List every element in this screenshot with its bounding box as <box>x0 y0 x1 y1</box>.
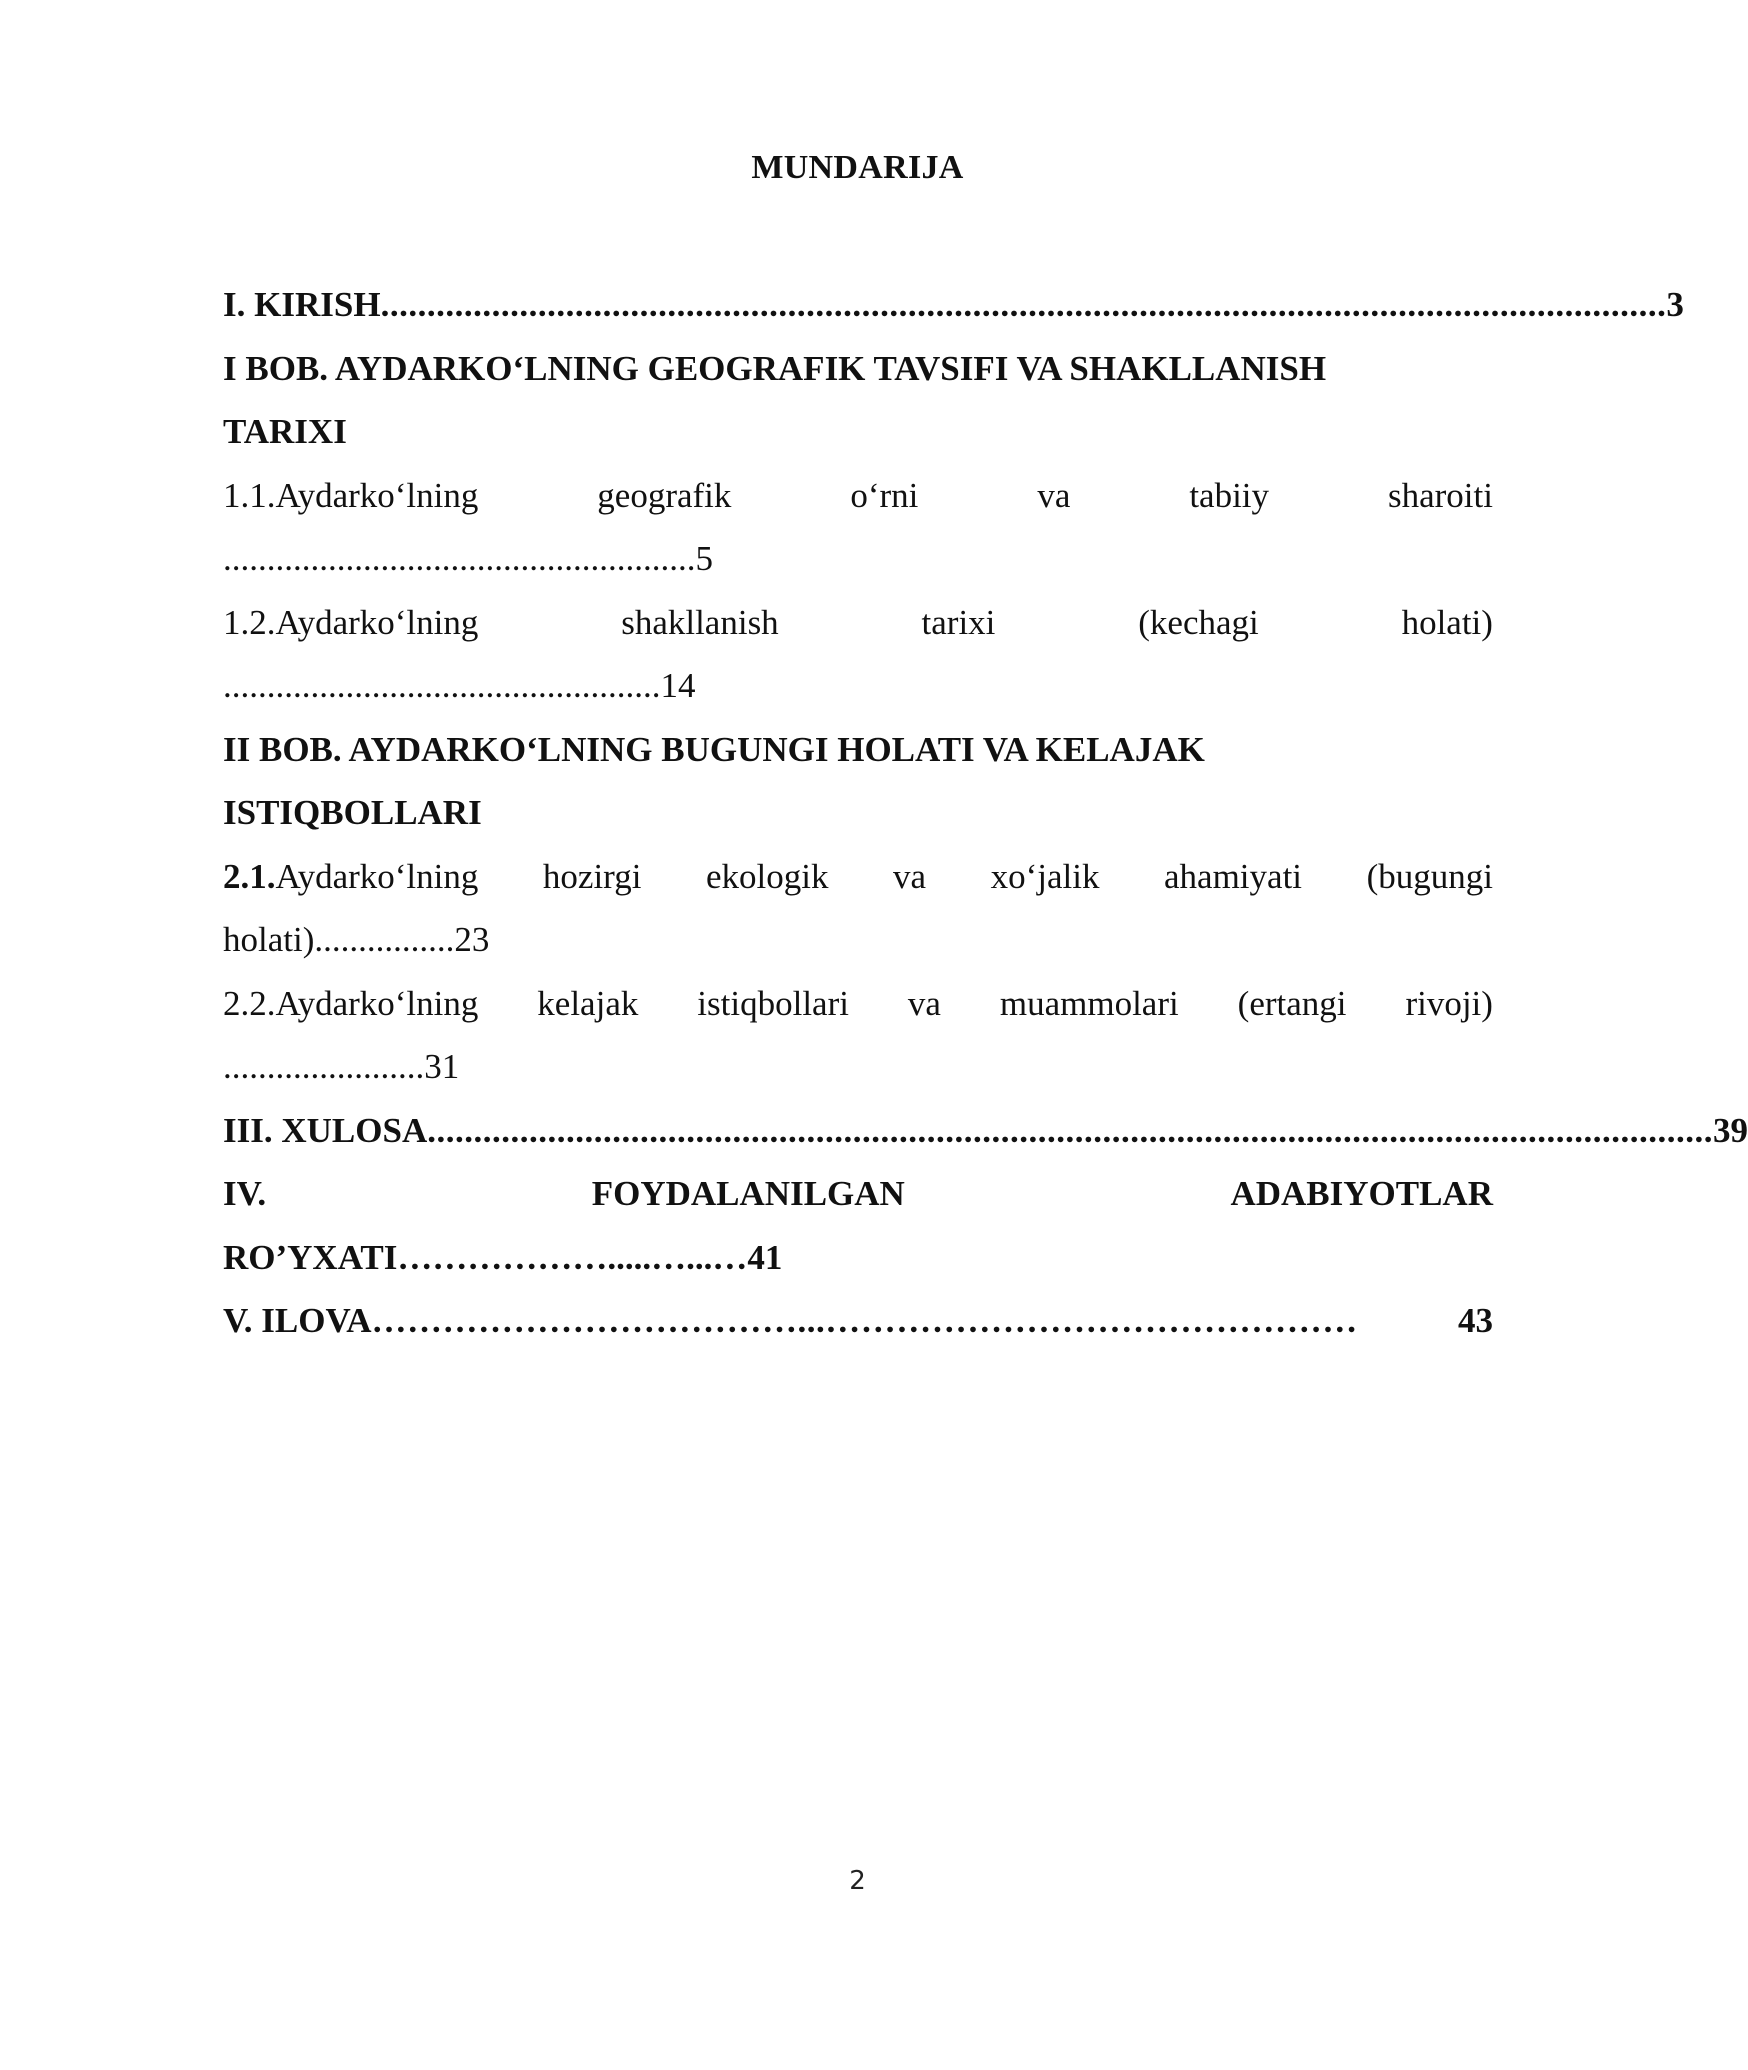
toc-word: FOYDALANILGAN <box>591 1174 905 1213</box>
toc-word: va <box>1037 475 1071 515</box>
toc-word: 2.2.Aydarko‘lning <box>223 983 479 1023</box>
toc-word: ekologik <box>705 856 829 896</box>
toc-word: kelajak <box>537 983 639 1023</box>
toc-entry-ilova[interactable] <box>223 1289 1493 1353</box>
toc-entry-label: III. XULOSA <box>223 1110 428 1150</box>
toc-section-1-1[interactable] <box>223 464 1493 528</box>
toc-word: xo‘jalik <box>990 856 1100 896</box>
toc-word: muammolari <box>999 983 1179 1023</box>
document-title: MUNDARIJA <box>751 149 964 186</box>
toc-section-1-1-page[interactable]: ......................................................5 <box>223 539 713 578</box>
toc-page-number: 3 <box>1666 285 1684 324</box>
toc-chapter-1-line-1[interactable]: I BOB. AYDARKO‘LNING GEOGRAFIK TAVSIFI VA SHAKLLANISH <box>223 348 1327 388</box>
toc-word: va <box>893 856 927 896</box>
toc-entry-kirish[interactable] <box>223 273 1684 337</box>
toc-word: geografik <box>597 475 732 515</box>
toc-section-2-1-page[interactable]: holati)................23 <box>223 920 490 959</box>
toc-entry-xulosa[interactable] <box>223 1099 1748 1163</box>
toc-word: Aydarko‘lning <box>275 856 479 896</box>
toc-section-1-2[interactable] <box>223 591 1493 655</box>
toc-word: ahamiyati <box>1164 856 1303 896</box>
toc-entry-label: I. KIRISH <box>223 285 381 324</box>
toc-word: (kechagi <box>1138 602 1259 642</box>
toc-section-2-2-page[interactable]: .......................31 <box>223 1047 460 1086</box>
toc-word: va <box>907 983 941 1023</box>
toc-word: rivoji) <box>1405 983 1493 1023</box>
toc-word: 1.1.Aydarko‘lning <box>223 475 479 515</box>
page-number: 2 <box>849 1866 866 1896</box>
toc-section-2-1[interactable] <box>223 845 1493 909</box>
toc-word: ADABIYOTLAR <box>1230 1174 1493 1213</box>
toc-leader-dots: ........................................................................................................................................... <box>427 1110 1713 1150</box>
toc-leader-dots: ………………………………...……………………………………… <box>371 1301 1358 1340</box>
toc-page-number: 39 <box>1712 1110 1748 1150</box>
toc-word: (bugungi <box>1366 856 1493 896</box>
toc-word: istiqbollari <box>697 983 849 1023</box>
toc-word: hozirgi <box>542 856 642 896</box>
toc-entry-label: V. ILOVA <box>223 1301 372 1340</box>
toc-word-first <box>223 845 478 909</box>
toc-word: sharoiti <box>1387 475 1493 515</box>
toc-word: 1.2.Aydarko‘lning <box>223 602 479 642</box>
toc-section-number: 2.1. <box>223 856 276 896</box>
toc-word: (ertangi <box>1237 983 1347 1023</box>
toc-word: IV. <box>223 1174 267 1213</box>
toc-entry-adabiyotlar-page[interactable]: RO’YXATI……………….....…...…41 <box>223 1237 783 1277</box>
toc-section-1-2-page[interactable]: ..................................................14 <box>223 666 696 705</box>
toc-word: tabiiy <box>1189 475 1270 515</box>
toc-word: o‘rni <box>850 475 919 515</box>
toc-word: tarixi <box>921 602 996 642</box>
toc-entry-adabiyotlar[interactable] <box>223 1162 1493 1226</box>
toc-leader-dots: ........................................................................................................................................... <box>380 285 1667 324</box>
toc-chapter-1-line-2[interactable]: TARIXI <box>223 412 347 451</box>
table-of-contents <box>223 273 1748 1353</box>
toc-word: holati) <box>1401 602 1493 642</box>
toc-section-2-2[interactable] <box>223 972 1493 1036</box>
toc-chapter-2-line-2[interactable]: ISTIQBOLLARI <box>223 793 482 832</box>
toc-word: shakllanish <box>621 602 779 642</box>
toc-chapter-2-line-1[interactable]: II BOB. AYDARKO‘LNING BUGUNGI HOLATI VA KELAJAK <box>223 729 1205 769</box>
toc-page-number: 43 <box>1458 1301 1493 1340</box>
